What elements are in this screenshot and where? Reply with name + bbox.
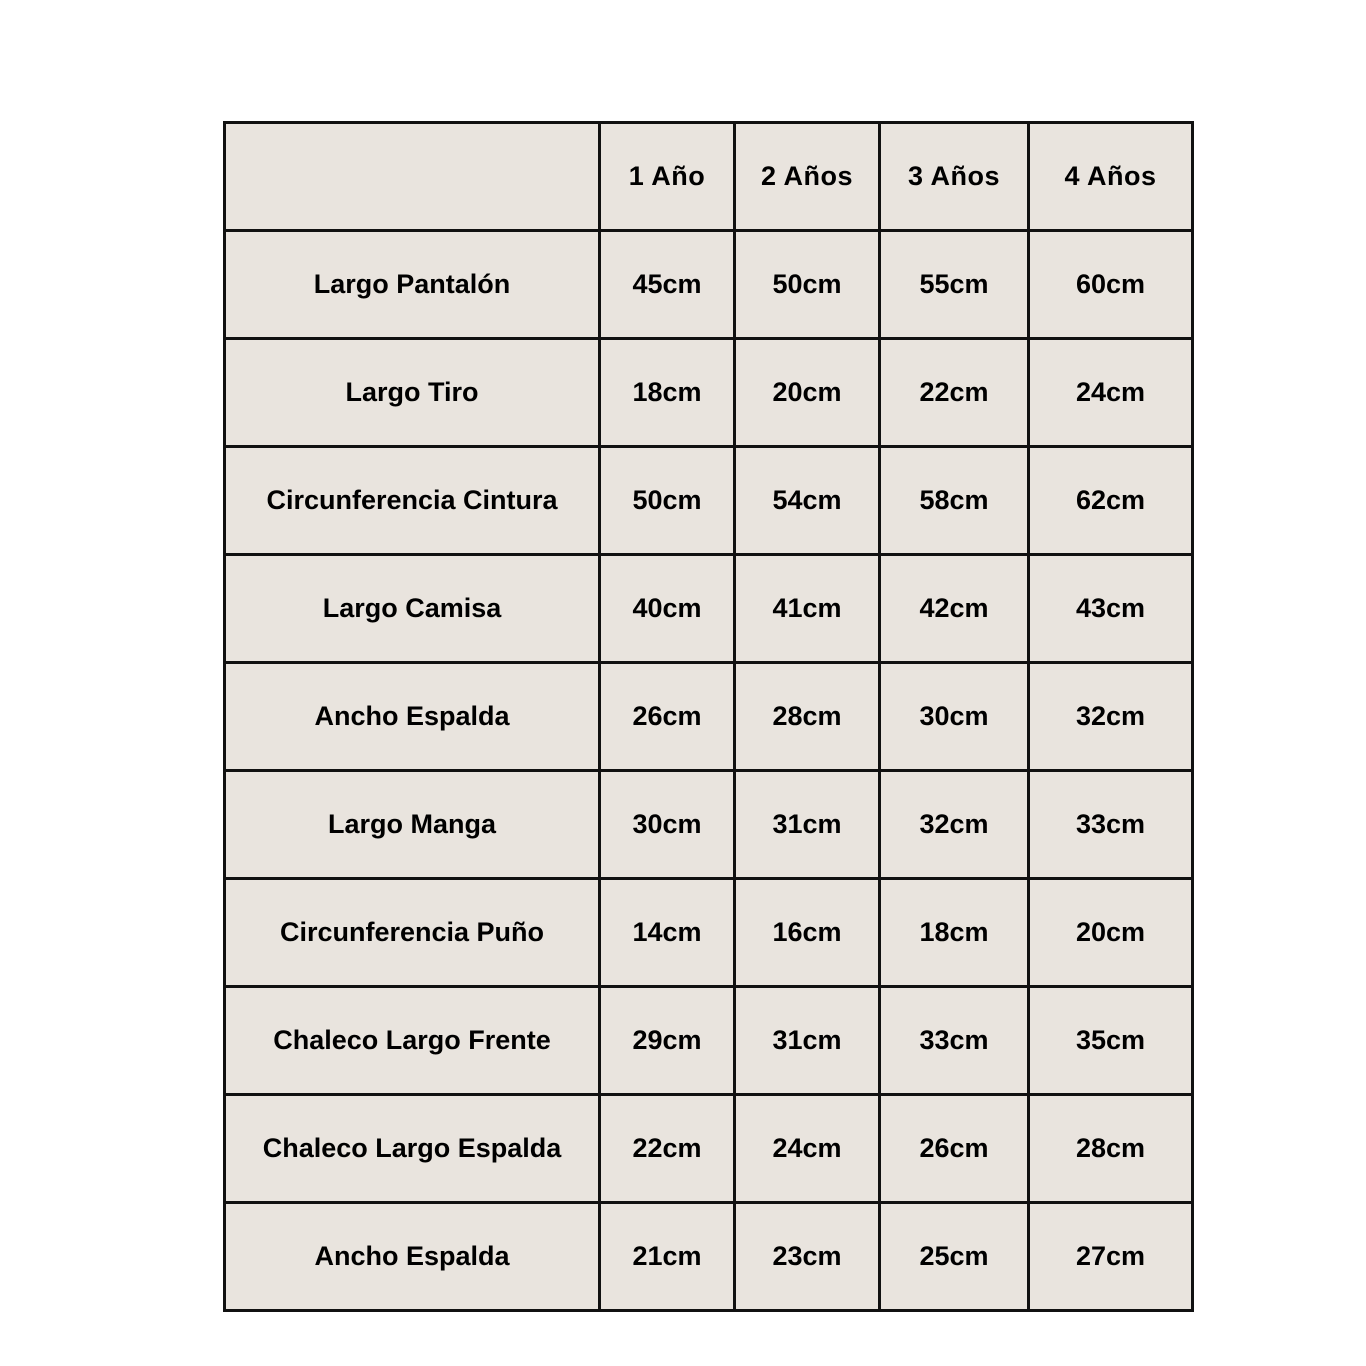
table-row [225, 339, 1193, 447]
column-header-2-years: 2 Años [735, 123, 880, 231]
table-row [225, 1203, 1193, 1311]
table-cell: 31cm [735, 987, 880, 1095]
table-cell: 31cm [735, 771, 880, 879]
row-label: Circunferencia Puño [225, 879, 600, 987]
row-label: Ancho Espalda [225, 1203, 600, 1311]
row-label: Largo Manga [225, 771, 600, 879]
table-cell: 50cm [735, 231, 880, 339]
table-cell: 22cm [600, 1095, 735, 1203]
table-cell: 62cm [1029, 447, 1193, 555]
table-cell: 14cm [600, 879, 735, 987]
row-label: Largo Pantalón [225, 231, 600, 339]
table-row [225, 987, 1193, 1095]
table-cell: 20cm [1029, 879, 1193, 987]
table-cell: 28cm [1029, 1095, 1193, 1203]
table-row [225, 1095, 1193, 1203]
table-cell: 28cm [735, 663, 880, 771]
table-cell: 23cm [735, 1203, 880, 1311]
row-label: Largo Camisa [225, 555, 600, 663]
column-header-1-year: 1 Año [600, 123, 735, 231]
table-cell: 24cm [1029, 339, 1193, 447]
table-cell: 26cm [600, 663, 735, 771]
table-cell: 18cm [600, 339, 735, 447]
column-header-3-years: 3 Años [880, 123, 1029, 231]
table-row [225, 771, 1193, 879]
table-cell: 33cm [880, 987, 1029, 1095]
table-cell: 21cm [600, 1203, 735, 1311]
table-cell: 54cm [735, 447, 880, 555]
table-cell: 50cm [600, 447, 735, 555]
header-row [225, 123, 1193, 231]
table-cell: 41cm [735, 555, 880, 663]
corner-cell [225, 123, 600, 231]
table-cell: 43cm [1029, 555, 1193, 663]
table-cell: 58cm [880, 447, 1029, 555]
table-cell: 42cm [880, 555, 1029, 663]
column-header-4-years: 4 Años [1029, 123, 1193, 231]
row-label: Ancho Espalda [225, 663, 600, 771]
row-label: Chaleco Largo Frente [225, 987, 600, 1095]
table-row [225, 447, 1193, 555]
table-cell: 27cm [1029, 1203, 1193, 1311]
table-cell: 29cm [600, 987, 735, 1095]
table-cell: 32cm [1029, 663, 1193, 771]
table-cell: 60cm [1029, 231, 1193, 339]
table-cell: 26cm [880, 1095, 1029, 1203]
table-cell: 22cm [880, 339, 1029, 447]
table-cell: 18cm [880, 879, 1029, 987]
table-cell: 35cm [1029, 987, 1193, 1095]
table-cell: 32cm [880, 771, 1029, 879]
table-cell: 20cm [735, 339, 880, 447]
table-cell: 24cm [735, 1095, 880, 1203]
table-row [225, 879, 1193, 987]
table-cell: 55cm [880, 231, 1029, 339]
table-cell: 33cm [1029, 771, 1193, 879]
row-label: Chaleco Largo Espalda [225, 1095, 600, 1203]
table-cell: 40cm [600, 555, 735, 663]
table-row [225, 555, 1193, 663]
table-cell: 45cm [600, 231, 735, 339]
table-cell: 25cm [880, 1203, 1029, 1311]
table-cell: 16cm [735, 879, 880, 987]
table-cell: 30cm [600, 771, 735, 879]
row-label: Largo Tiro [225, 339, 600, 447]
row-label: Circunferencia Cintura [225, 447, 600, 555]
size-chart-table [223, 121, 1194, 1312]
table-cell: 30cm [880, 663, 1029, 771]
table-row [225, 663, 1193, 771]
table-row [225, 231, 1193, 339]
